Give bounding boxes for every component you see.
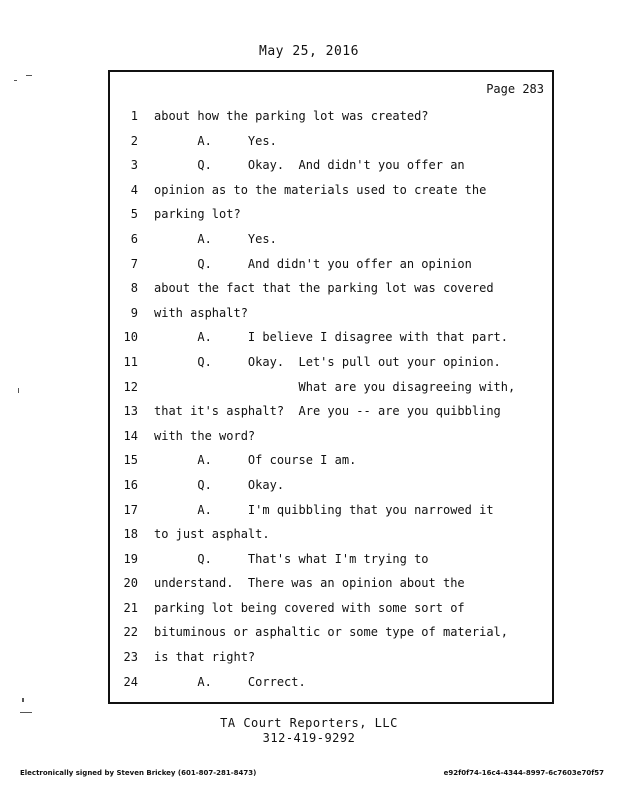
transcript-line: [110, 227, 552, 252]
transcript-line: [110, 620, 552, 645]
transcript-line: [110, 375, 552, 400]
transcript-lines: [110, 104, 552, 694]
line-number: 18: [123, 527, 138, 542]
transcript-page-frame: [108, 70, 554, 704]
transcript-line: [110, 276, 552, 301]
transcript-line: [110, 129, 552, 154]
line-number: 1: [130, 109, 138, 123]
transcript-line: [110, 252, 552, 277]
transcript-line: [110, 645, 552, 670]
transcript-line: [110, 522, 552, 547]
line-text: What are you disagreeing with,: [154, 379, 516, 394]
scan-speck: [20, 712, 32, 713]
line-number: 17: [123, 502, 138, 517]
line-number: 21: [123, 600, 138, 615]
line-text: A. Yes.: [154, 133, 277, 148]
line-number: 15: [123, 453, 138, 468]
line-text: with the word?: [154, 428, 256, 443]
line-text: A. Correct.: [154, 674, 306, 689]
line-text: Q. That's what I'm trying to: [154, 551, 429, 566]
reporter-phone: 312-419-9292: [262, 731, 356, 745]
transcript-line: [110, 104, 552, 129]
line-text: that it's asphalt? Are you -- are you quibbling: [154, 404, 501, 419]
line-number: 3: [130, 158, 138, 173]
line-text: understand. There was an opinion about the: [154, 576, 465, 591]
line-number: 16: [123, 477, 138, 492]
line-number: 13: [123, 404, 138, 419]
line-text: about the fact that the parking lot was covered: [154, 281, 494, 296]
transcript-line: [110, 153, 552, 178]
line-text: parking lot?: [154, 207, 241, 222]
line-number: 4: [130, 182, 138, 197]
line-text: Q. Okay. And didn't you offer an: [154, 158, 465, 173]
line-number: 10: [123, 330, 138, 345]
electronic-signature: Electronically signed by Steven Brickey (601-807-281-8473): [20, 769, 257, 777]
scan-speck: [18, 388, 19, 393]
scan-speck: [22, 698, 24, 702]
line-text: bituminous or asphaltic or some type of material,: [154, 625, 509, 640]
transcript-line: [110, 424, 552, 449]
transcript-date: May 25, 2016: [259, 44, 359, 59]
transcript-line: [110, 473, 552, 498]
line-number: 12: [123, 379, 138, 394]
line-text: Q. And didn't you offer an opinion: [154, 256, 472, 271]
line-number: 23: [123, 650, 138, 665]
line-text: to just asphalt.: [154, 527, 270, 542]
transcript-line: [110, 448, 552, 473]
line-number: 2: [130, 133, 138, 148]
transcript-line: [110, 399, 552, 424]
document-hash: e92f0f74-16c4-4344-8997-6c7603e70f57: [443, 769, 604, 777]
page-number: Page 283: [486, 82, 544, 96]
transcript-line: [110, 670, 552, 695]
line-text: A. Of course I am.: [154, 453, 357, 468]
line-text: A. I believe I disagree with that part.: [154, 330, 509, 345]
line-number: 20: [123, 576, 138, 591]
line-number: 24: [123, 674, 138, 689]
transcript-line: [110, 547, 552, 572]
transcript-line: [110, 571, 552, 596]
transcript-line: [110, 301, 552, 326]
scan-speck: [14, 80, 17, 81]
scan-speck: [26, 75, 32, 76]
line-text: Q. Okay.: [154, 477, 285, 492]
line-number: 19: [123, 551, 138, 566]
transcript-line: [110, 596, 552, 621]
line-text: A. I'm quibbling that you narrowed it: [154, 502, 494, 517]
line-number: 7: [130, 256, 138, 271]
line-text: parking lot being covered with some sort of: [154, 600, 465, 615]
transcript-line: [110, 202, 552, 227]
line-text: opinion as to the materials used to create the: [154, 182, 487, 197]
transcript-line: [110, 498, 552, 523]
line-number: 6: [130, 231, 138, 246]
line-text: about how the parking lot was created?: [154, 109, 429, 123]
line-number: 9: [130, 305, 138, 320]
line-text: is that right?: [154, 650, 256, 665]
transcript-line: [110, 325, 552, 350]
transcript-line: [110, 178, 552, 203]
line-number: 22: [123, 625, 138, 640]
line-number: 14: [123, 428, 138, 443]
line-number: 8: [130, 281, 138, 296]
reporter-company: TA Court Reporters, LLC: [220, 716, 398, 730]
transcript-line: [110, 350, 552, 375]
line-number: 5: [130, 207, 138, 222]
line-text: with asphalt?: [154, 305, 248, 320]
line-text: A. Yes.: [154, 231, 277, 246]
line-number: 11: [123, 354, 138, 369]
line-text: Q. Okay. Let's pull out your opinion.: [154, 354, 501, 369]
